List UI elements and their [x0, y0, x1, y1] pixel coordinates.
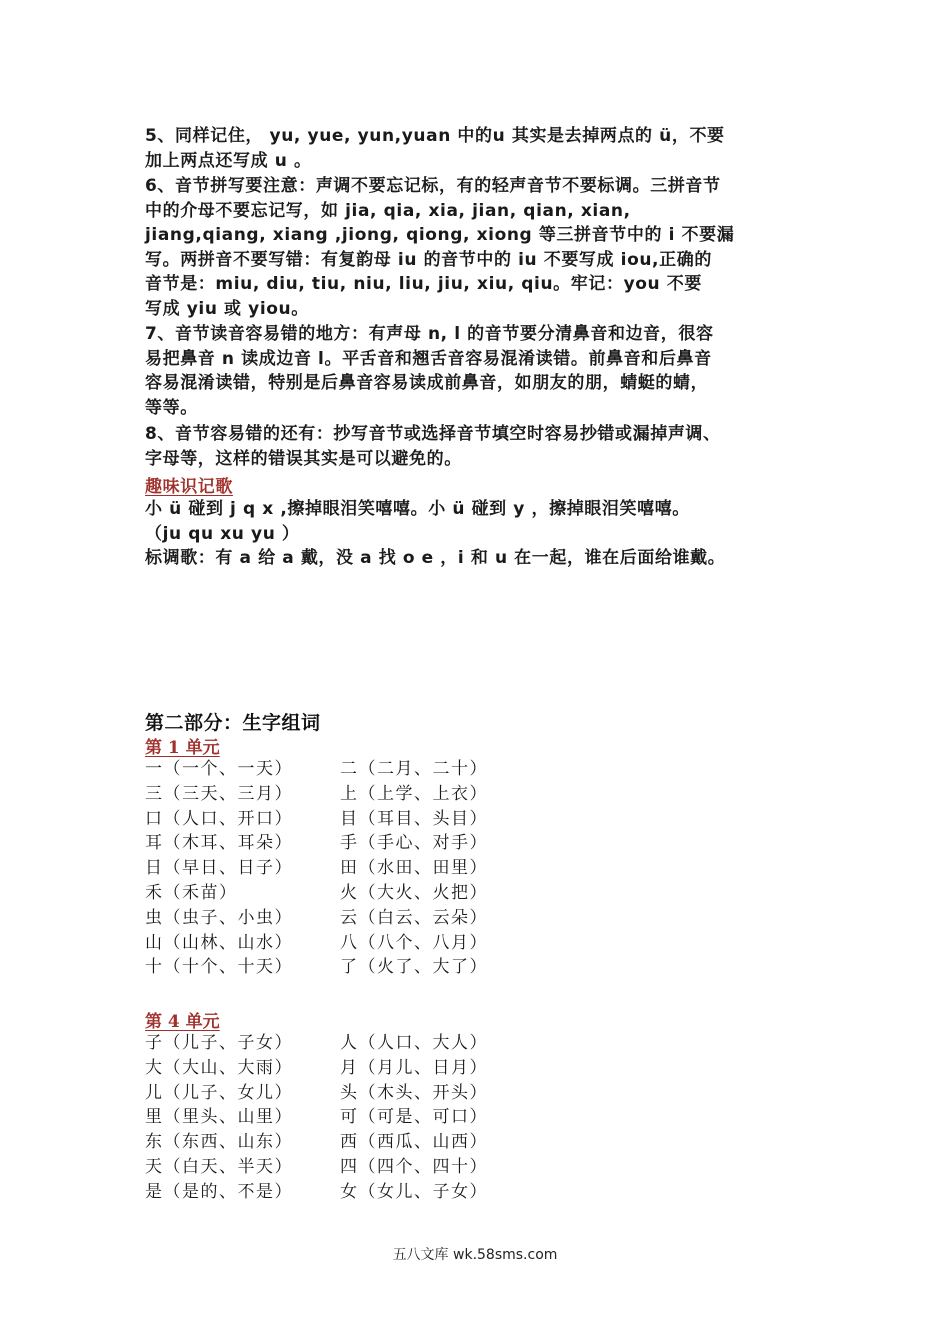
- song-line: （ju qu xu yu ）: [145, 523, 300, 544]
- note-line: 字母等，这样的错误其实是可以避免的。: [145, 448, 462, 469]
- note-line: 写。两拼音不要写错：有复韵母 iu 的音节中的 iu 不要写成 iou,正确的: [145, 249, 712, 270]
- word-entry: 四（四个、四十）: [340, 1156, 488, 1177]
- song-line: 标调歌：有 a 给 a 戴，没 a 找 o e ，i 和 u 在一起，谁在后面给谁戴。: [145, 548, 726, 569]
- note-line: 6、音节拼写要注意：声调不要忘记标，有的轻声音节不要标调。三拼音节: [145, 176, 721, 196]
- word-entry: 可（可是、可口）: [340, 1107, 488, 1128]
- word-entry: 十（十个、十天）: [145, 957, 293, 978]
- word-entry: 里（里头、山里）: [145, 1107, 293, 1128]
- note-line: 中的介母不要忘记写，如 jia, qia, xia, jian, qian, xian,: [145, 200, 631, 221]
- word-entry: 大（大山、大雨）: [145, 1057, 293, 1078]
- word-entry: 一（一个、一天）: [145, 759, 293, 779]
- word-entry: 子（儿子、子女）: [145, 1033, 293, 1053]
- note-8: [145, 422, 805, 471]
- word-entry: 人（人口、大人）: [340, 1033, 488, 1053]
- note-line: 7、音节读音容易错的地方：有声母 n, l 的音节要分清鼻音和边音，很容: [145, 324, 714, 344]
- note-line: 加上两点还写成 u 。: [145, 150, 312, 171]
- unit-title: 第 4 单元: [145, 1012, 220, 1032]
- word-entry: 口（人口、开口）: [145, 808, 293, 829]
- word-entry: 耳（木耳、耳朵）: [145, 833, 293, 854]
- word-entry: 二（二月、二十）: [340, 759, 488, 779]
- word-entry: 月（月儿、日月）: [340, 1057, 488, 1078]
- word-entry: 头（木头、开头）: [340, 1082, 488, 1103]
- word-entry: 八（八个、八月）: [340, 932, 488, 953]
- word-entry: 田（水田、田里）: [340, 858, 488, 879]
- word-entry: 了（火了、大了）: [340, 957, 488, 978]
- word-entry: 是（是的、不是）: [145, 1181, 293, 1202]
- song-line: 小 ü 碰到 j q x ,擦掉眼泪笑嘻嘻。小 ü 碰到 y ，擦掉眼泪笑嘻嘻。: [145, 499, 690, 519]
- footer-watermark: 五八文库 wk.58sms.com: [392, 1247, 558, 1263]
- unit-title: 第 1 单元: [145, 738, 220, 758]
- word-entry: 女（女儿、子女）: [340, 1181, 488, 1202]
- note-line: 容易混淆读错，特别是后鼻音容易读成前鼻音，如朋友的朋，蜻蜓的蜻，: [145, 373, 709, 394]
- note-line: jiang,qiang, xiang ,jiong, qiong, xiong 等三拼音节中的 i 不要漏: [145, 225, 735, 246]
- word-entry: 云（白云、云朵）: [340, 907, 488, 928]
- note-line: 易把鼻音 n 读成边音 l。平舌音和翘舌音容易混淆读错。前鼻音和后鼻音: [145, 348, 712, 369]
- note-line: 音节是：miu, diu, tiu, niu, liu, jiu, xiu, qiu。牢记：you 不要: [145, 274, 702, 295]
- word-entry: 上（上学、上衣）: [340, 783, 488, 804]
- word-entry: 禾（禾苗）: [145, 882, 238, 903]
- song-heading: 趣味识记歌: [145, 477, 233, 497]
- word-entry: 儿（儿子、女儿）: [145, 1082, 293, 1103]
- note-5: [145, 124, 805, 173]
- word-entry: 火（大火、火把）: [340, 882, 488, 903]
- word-entry: 目（耳目、头目）: [340, 808, 488, 829]
- note-7: [145, 322, 805, 420]
- song-lines: [145, 497, 805, 571]
- word-entry: 天（白天、半天）: [145, 1156, 293, 1177]
- word-entry: 虫（虫子、小虫）: [145, 907, 293, 928]
- note-line: 写成 yiu 或 yiou。: [145, 298, 309, 319]
- word-entry: 东（东西、山东）: [145, 1132, 293, 1153]
- note-line: 8、音节容易错的还有：抄写音节或选择音节填空时容易抄错或漏掉声调、: [145, 424, 721, 444]
- word-entry: 三（三天、三月）: [145, 783, 293, 804]
- note-6: [145, 174, 805, 322]
- word-entry: 手（手心、对手）: [340, 833, 488, 854]
- word-entry: 日（早日、日子）: [145, 858, 293, 879]
- word-entry: 山（山林、山水）: [145, 932, 293, 953]
- section-title: 第二部分：生字组词: [145, 712, 321, 734]
- note-line: 等等。: [145, 397, 198, 418]
- note-line: 5、同样记住， yu, yue, yun,yuan 中的u 其实是去掉两点的 ü，不要: [145, 126, 725, 146]
- word-entry: 西（西瓜、山西）: [340, 1132, 488, 1153]
